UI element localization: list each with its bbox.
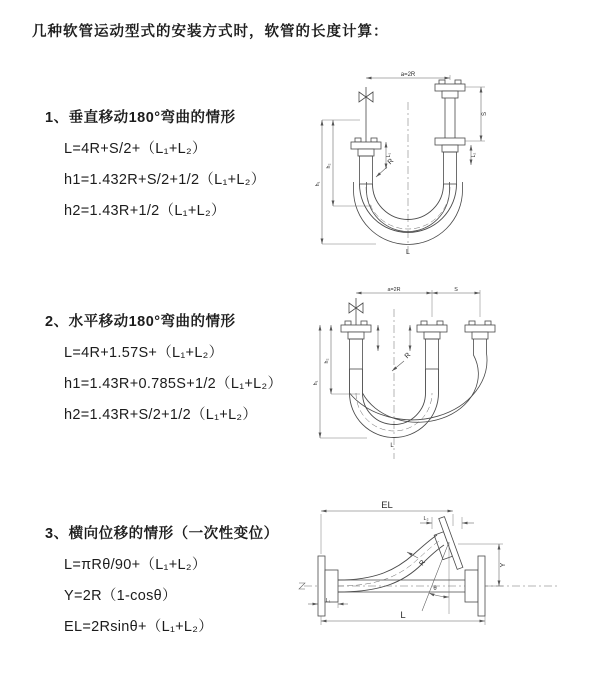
section-3-heading: 3、横向位移的情形（一次性变位） xyxy=(45,526,279,542)
formula-h2: h2=1.43R+S/2+1/2（L₁+L₂） xyxy=(64,407,258,423)
dim-label-s: S xyxy=(454,287,458,293)
dim-label-a2r: a=2R xyxy=(387,287,401,293)
dimension-a2r xyxy=(356,287,480,317)
dim-label-l1: L₁ xyxy=(386,152,392,158)
hose-braid xyxy=(444,152,457,184)
dim-label-h2: h₂ xyxy=(324,358,330,364)
section-2 xyxy=(45,310,282,424)
dim-label-l2: L₂ xyxy=(471,152,477,158)
diagram-vertical-180-bend xyxy=(312,66,597,261)
dim-label-l: L xyxy=(400,610,406,621)
page-title: 几种软管运动型式的安装方式时，软管的长度计算： xyxy=(32,24,389,40)
dim-label-h1: h₁ xyxy=(315,181,321,187)
formula-h1: h1=1.432R+S/2+1/2（L₁+L₂） xyxy=(64,172,266,188)
formula-el: EL=2Rsinθ+（L₁+L₂） xyxy=(64,619,214,635)
dimension-l2 xyxy=(471,145,477,165)
dim-label-h1: h₁ xyxy=(313,380,319,386)
u-bend-hose xyxy=(350,339,487,438)
section-2-heading: 2、水平移动180°弯曲的情形 xyxy=(45,314,236,330)
section-3 xyxy=(45,522,279,636)
formula-h1: h1=1.43R+0.785S+1/2（L₁+L₂） xyxy=(64,376,283,392)
formula-h2: h2=1.43R+1/2（L₁+L₂） xyxy=(64,203,226,219)
dim-label-a2r: a=2R xyxy=(400,72,416,78)
flange-assembly-moved xyxy=(465,321,495,339)
diagram-lateral-displacement xyxy=(296,496,596,661)
valve-icon xyxy=(359,87,373,142)
flange-assembly-left xyxy=(341,321,371,369)
dimension-l xyxy=(321,610,485,625)
section-1-heading: 1、垂直移动180°弯曲的情形 xyxy=(45,110,236,126)
angle-label: θ xyxy=(433,586,437,592)
hose-braid xyxy=(426,339,439,369)
dim-label-y: Y xyxy=(500,562,507,568)
hose-braid xyxy=(350,339,363,369)
dimension-el xyxy=(321,500,453,554)
radius-callout xyxy=(392,352,412,371)
length-label: L xyxy=(406,249,410,256)
radius-label: R xyxy=(403,351,413,361)
dim-label-s: S xyxy=(482,111,488,117)
angle-theta xyxy=(422,542,449,614)
flange-assembly-middle xyxy=(417,321,447,369)
dim-label-h2: h₂ xyxy=(326,163,332,169)
dim-label-l1: L₁ xyxy=(325,598,331,604)
flange-left xyxy=(318,556,338,616)
dim-label-el: EL xyxy=(381,500,393,511)
radius-label: R xyxy=(418,559,428,568)
formula-l: L=4R+1.57S+（L₁+L₂） xyxy=(64,345,224,361)
formula-l: L=4R+S/2+（L₁+L₂） xyxy=(64,141,207,157)
diagram-horizontal-180-bend xyxy=(312,281,597,466)
dimension-l1 xyxy=(308,598,348,608)
length-label: L xyxy=(390,443,394,449)
formula-l: L=πRθ/90+（L₁+L₂） xyxy=(64,557,207,573)
flange-assembly-left xyxy=(351,138,381,184)
dimension-h2 xyxy=(326,120,372,206)
hose-braid xyxy=(360,156,373,184)
dim-label-l2: L₂ xyxy=(423,516,429,522)
flange-assembly-right xyxy=(435,80,465,184)
dimension-s xyxy=(465,87,488,141)
radius-label: R xyxy=(386,157,396,167)
dimension-s xyxy=(432,287,480,293)
formula-y: Y=2R（1-cosθ） xyxy=(64,588,177,604)
radius-callout xyxy=(376,158,395,177)
flange-right xyxy=(465,556,485,616)
s-curve-hose xyxy=(338,535,444,592)
dimension-a2r xyxy=(366,72,450,80)
section-1 xyxy=(45,106,266,220)
